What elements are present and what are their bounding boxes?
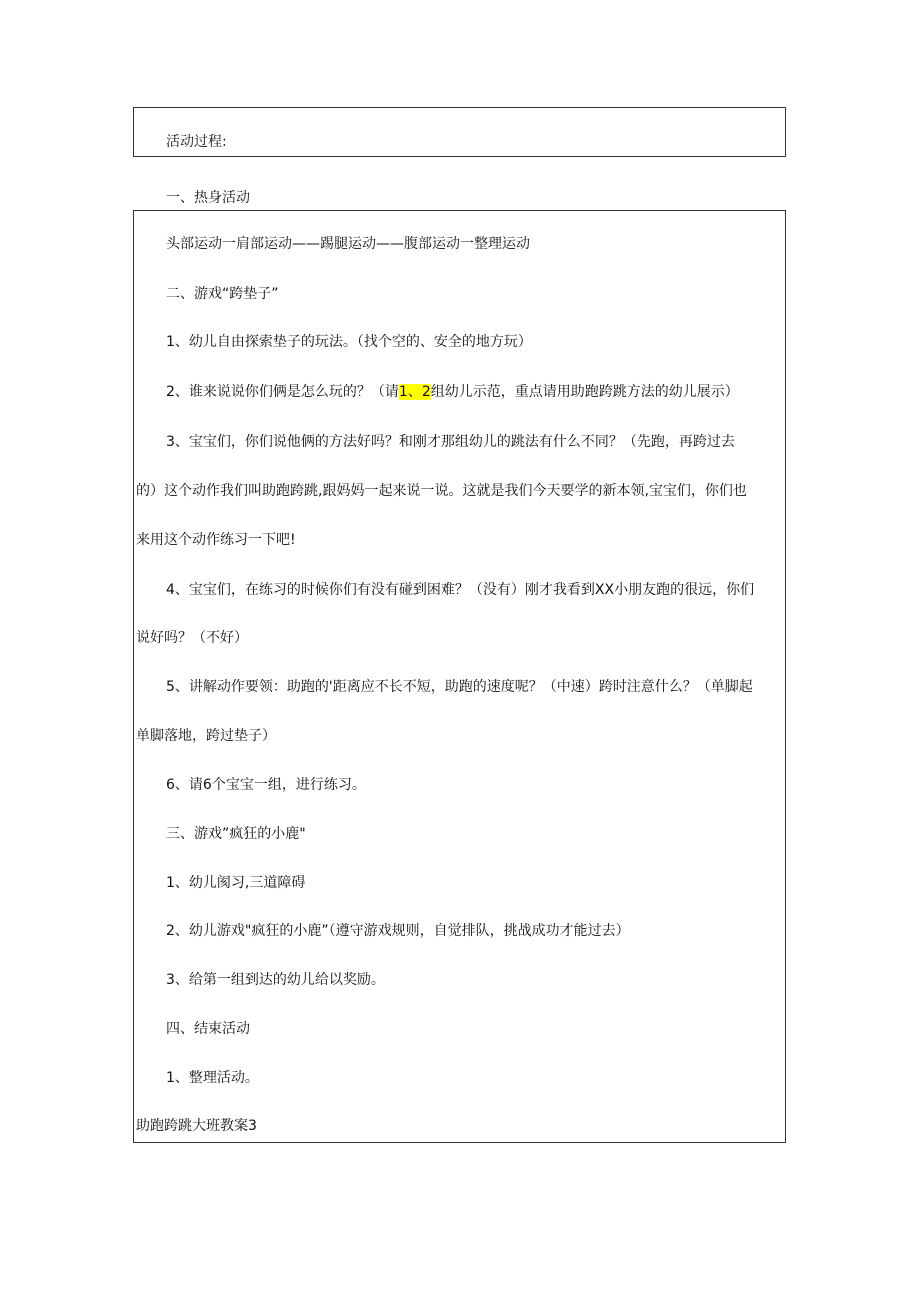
game2-title: 三、游戏”疯狂的小鹿" <box>166 826 306 842</box>
game1-title: 二、游戏“跨垫子” <box>166 286 279 302</box>
game1-item-4-line-2: 说好吗？（不好） <box>136 630 248 646</box>
end-title: 四、结束活动 <box>166 1021 250 1037</box>
footer-title: 助跑跨跳大班教案3 <box>136 1118 257 1134</box>
end-item-1: 1、整理活动。 <box>166 1070 259 1086</box>
game2-item-3: 3、给第一组到达的幼儿给以奖励。 <box>166 972 385 988</box>
header-box <box>133 107 786 157</box>
game1-item-6: 6、请6个宝宝一组，进行练习。 <box>166 777 366 793</box>
game1-item-2-part-b: 组幼儿示范，重点请用助跑跨跳方法的幼儿展示） <box>430 384 739 400</box>
warmup-sequence: 头部运动一肩部运动——踢腿运动——腹部运动一整理运动 <box>166 236 530 252</box>
section-title-warmup: 一、热身活动 <box>166 190 250 206</box>
highlighted-group-numbers: 1、2 <box>398 384 431 400</box>
game1-item-3-line-1: 3、宝宝们，你们说他俩的方法好吗？和刚才那组幼儿的跳法有什么不同？（先跑，再跨过去 <box>166 434 735 450</box>
game1-item-3-line-2: 的）这个动作我们叫助跑跨跳,跟妈妈一起来说一说。这就是我们今天要学的新本领,宝宝们，你们也 <box>136 483 747 499</box>
game1-item-3-line-3: 来用这个动作练习一下吧! <box>136 532 296 548</box>
game1-item-2-part-a: 2、谁来说说你们俩是怎么玩的？（请 <box>166 384 399 400</box>
game2-item-1: 1、幼儿阂习,三道障碍 <box>166 875 306 891</box>
game2-item-2: 2、幼儿游戏"疯狂的小鹿”（遵守游戏规则，自觉排队，挑战成功才能过去） <box>166 923 630 939</box>
game1-item-2 <box>166 382 739 402</box>
game1-item-5-line-1: 5、讲解动作要领：助跑的'距离应不长不短，助跑的速度呢？（中速）跨时注意什么？（单脚起 <box>166 679 753 695</box>
game1-item-4-line-1: 4、宝宝们，在练习的时候你们有没有碰到困难？（没有）刚才我看到XX小朋友跑的很远，你们 <box>166 582 755 598</box>
game1-item-5-line-2: 单脚落地，跨过垫子） <box>136 728 276 744</box>
header-text: 活动过程: <box>166 134 227 150</box>
game1-item-1: 1、幼儿自由探索垫子的玩法。（找个空的、安全的地方玩） <box>166 334 532 350</box>
